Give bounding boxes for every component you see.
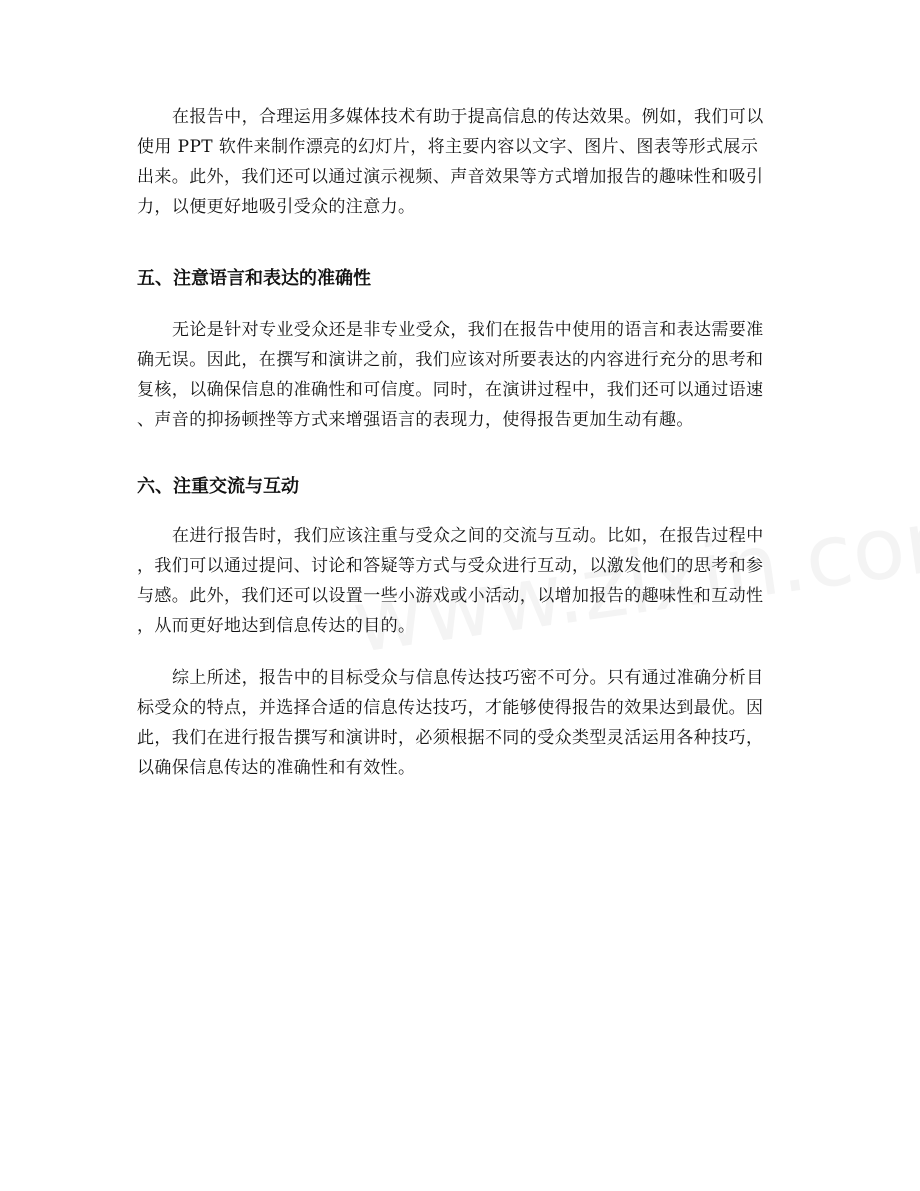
paragraph-line: 、声音的抑扬顿挫等方式来增强语言的表现力，使得报告更加生动有趣。 — [137, 410, 694, 430]
paragraph-line: 使用 PPT 软件来制作漂亮的幻灯片，将主要内容以文字、图片、图表等形式展示 — [137, 137, 759, 157]
paragraph-line: 综上所述，报告中的目标受众与信息传达技巧密不可分。只有通过准确分析目 — [172, 668, 764, 688]
paragraph-line: 在进行报告时，我们应该注重与受众之间的交流与互动。比如，在报告过程中 — [172, 526, 764, 546]
paragraph-line: 复核，以确保信息的准确性和可信度。同时，在演讲过程中，我们还可以通过语速 — [137, 380, 764, 400]
paragraph-interaction — [137, 521, 797, 641]
section-heading-5: 五、注意语言和表达的准确性 — [137, 268, 371, 289]
paragraph-line: 在报告中，合理运用多媒体技术有助于提高信息的传达效果。例如，我们可以 — [172, 107, 764, 127]
paragraph-line: ，从而更好地达到信息传达的目的。 — [137, 616, 416, 636]
paragraph-line: 出来。此外，我们还可以通过演示视频、声音效果等方式增加报告的趣味性和吸引 — [137, 167, 764, 187]
paragraph-line: 标受众的特点，并选择合适的信息传达技巧，才能够使得报告的效果达到最优。因 — [137, 698, 764, 718]
paragraph-line: 无论是针对专业受众还是非专业受众，我们在报告中使用的语言和表达需要准 — [172, 320, 764, 340]
paragraph-line: 与感。此外，我们还可以设置一些小游戏或小活动，以增加报告的趣味性和互动性 — [137, 586, 764, 606]
paragraph-language — [137, 315, 797, 435]
paragraph-line: 此，我们在进行报告撰写和演讲时，必须根据不同的受众类型灵活运用各种技巧， — [137, 728, 764, 748]
section-heading-6: 六、注重交流与互动 — [137, 476, 299, 497]
paragraph-summary — [137, 663, 797, 783]
paragraph-line: 确无误。因此，在撰写和演讲之前，我们应该对所要表达的内容进行充分的思考和 — [137, 350, 764, 370]
paragraph-multimedia — [137, 102, 797, 222]
paragraph-line: 以确保信息传达的准确性和有效性。 — [137, 758, 416, 778]
paragraph-line: ，我们可以通过提问、讨论和答疑等方式与受众进行互动，以激发他们的思考和参 — [137, 556, 764, 576]
paragraph-line: 力，以便更好地吸引受众的注意力。 — [137, 197, 416, 217]
